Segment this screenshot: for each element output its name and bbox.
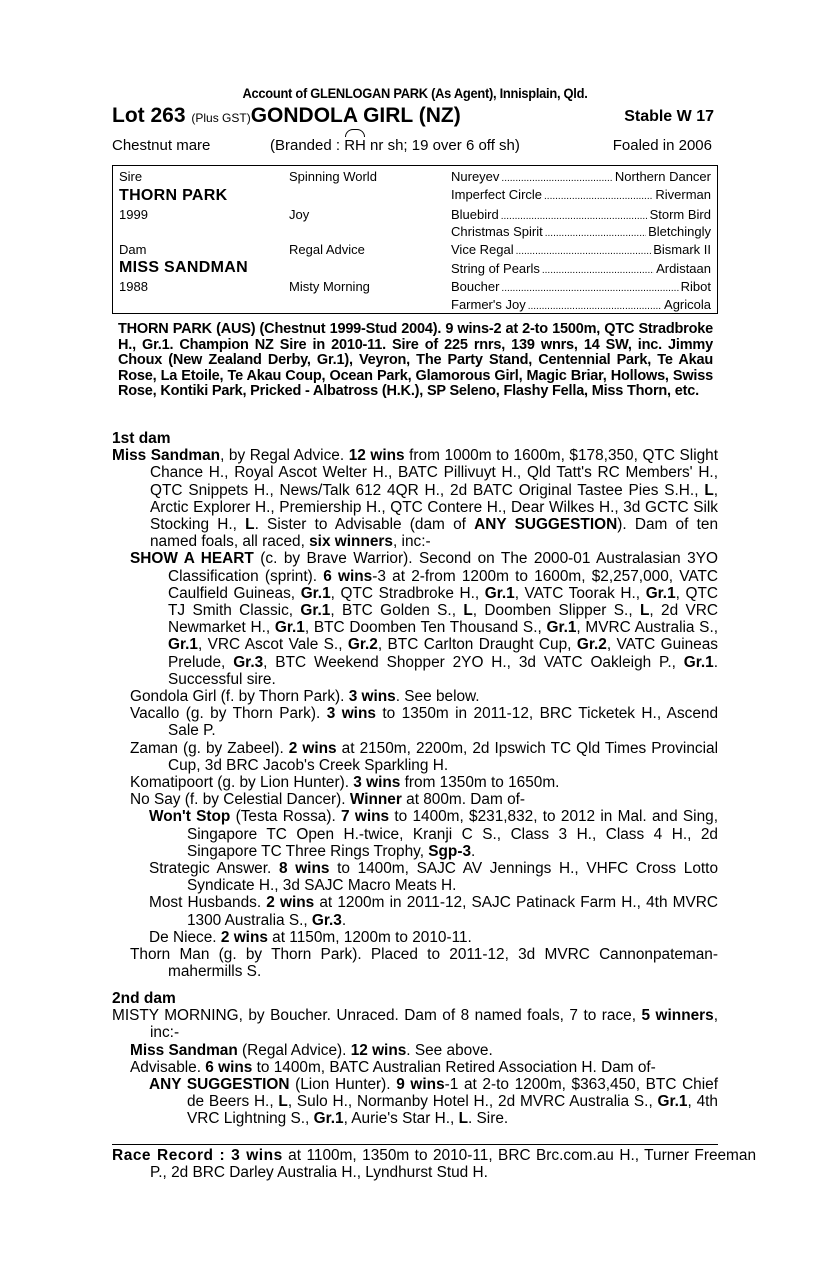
text-run: (Lion Hunter).: [289, 1076, 397, 1094]
pedigree-entry: [112, 705, 718, 739]
bold-run: 6 wins: [323, 567, 373, 585]
bold-run: 3 wins: [326, 705, 376, 723]
text-run: Zaman (g. by Zabeel).: [130, 739, 289, 757]
first-dam-entries: [112, 447, 718, 980]
pedigree-gen3-row: [451, 279, 711, 294]
text-run: -1 at 2-to 1200m, $363,450, BTC Chief de Beers H.,: [187, 1076, 719, 1111]
pedigree-gen3-row: [451, 207, 711, 222]
gen3-right: Agricola: [664, 297, 711, 312]
gen3-left: Nureyev: [451, 169, 500, 184]
text-run: , QTC TJ Smith Classic,: [168, 584, 718, 620]
text-run: Strategic Answer.: [149, 860, 279, 878]
horse-name: GONDOLA GIRL (NZ): [250, 104, 461, 127]
gen3-right: Riverman: [655, 187, 711, 202]
brand-prefix: (Branded :: [270, 137, 345, 154]
pedigree-entry: [112, 929, 718, 946]
race-record: [112, 1147, 756, 1181]
text-run: , inc:-: [150, 1007, 718, 1042]
pedigree-gen3-row: [451, 224, 711, 239]
vendor-account-line: Account of GLENLOGAN PARK (As Agent), Innisplain, Qld.: [242, 85, 588, 101]
bold-run: L: [458, 1110, 468, 1128]
text-run: , Aurie's Star H.,: [343, 1110, 459, 1128]
brand-mark-icon: [344, 137, 366, 154]
race-record-text: at 1100m, 1350m to 2010-11, BRC Brc.com.au H., Turner Freeman P., 2d BRC Darley Australia H., Lyndhurst Stud H.: [150, 1147, 757, 1182]
sire-sire: Spinning World: [289, 169, 377, 184]
text-run: Komatipoort (g. by Lion Hunter).: [130, 774, 354, 792]
bold-run: SHOW A HEART: [130, 550, 254, 568]
bold-run: Gr.1: [546, 619, 577, 637]
text-run: .: [471, 842, 476, 860]
gen3-left: String of Pearls: [451, 261, 540, 276]
bold-run: 8 wins: [278, 860, 330, 878]
pedigree-entry: [112, 808, 718, 860]
gen3-right: Ribot: [680, 279, 711, 294]
pedigree-gen3-row: [451, 242, 711, 257]
text-run: . Sister to Advisable (dam of: [254, 516, 475, 534]
brand-arc-icon: [345, 129, 365, 137]
brand-mark-letters: RH: [344, 137, 366, 154]
sire-dam: Joy: [289, 207, 310, 222]
leader-dots: [501, 207, 648, 222]
pedigree-entry: [112, 1007, 718, 1041]
pedigree-entry: [112, 688, 718, 705]
pedigree-entry: [112, 550, 718, 688]
brand-description: [270, 137, 520, 154]
bold-run: 2 wins: [220, 928, 268, 946]
pedigree-gen3-row: [451, 261, 711, 276]
dam-dam: Misty Morning: [289, 279, 370, 294]
leader-dots: [542, 261, 654, 276]
bold-run: Winner: [349, 791, 402, 809]
bold-run: Miss Sandman: [130, 1041, 238, 1059]
bold-run: 9 wins: [396, 1076, 445, 1094]
text-run: MISTY MORNING, by Boucher. Unraced. Dam of 8 named foals, 7 to race,: [112, 1007, 642, 1025]
gen3-left: Vice Regal: [451, 242, 514, 257]
text-run: to 1400m, SAJC AV Jennings H., VHFC Cross Lotto Syndicate H., 3d SAJC Macro Meats H.: [187, 860, 719, 895]
bold-run: 3 wins: [353, 774, 401, 792]
bold-run: Gr.1: [168, 636, 198, 654]
bold-run: Gr.3: [233, 653, 264, 671]
bold-run: Gr.2: [347, 636, 378, 654]
text-run: Most Husbands.: [149, 894, 267, 912]
bold-run: 12 wins: [348, 447, 405, 465]
leader-dots: [501, 169, 612, 184]
pedigree-entry: [112, 860, 718, 894]
divider-rule: [112, 1144, 718, 1145]
gen3-left: Farmer's Joy: [451, 297, 526, 312]
text-run: , Arctic Explorer H., Premiership H., QTC Contere H., Dear Wilkes H., 3d GCTC Silk Stocking H.,: [150, 481, 718, 534]
text-run: , 4th VRC Lightning S.,: [187, 1093, 718, 1128]
bold-run: 2 wins: [266, 894, 315, 912]
text-run: De Niece.: [149, 928, 221, 946]
pedigree-gen3-row: [451, 187, 711, 202]
bold-run: 5 winners: [641, 1007, 714, 1025]
bold-run: Sgp-3: [428, 842, 472, 860]
dam-year: 1988: [119, 279, 148, 294]
pedigree-entry: [112, 774, 718, 791]
text-run: , BTC Golden S.,: [330, 602, 464, 620]
text-run: , VRC Ascot Vale S.,: [197, 636, 348, 654]
bold-run: Gr.2: [576, 636, 607, 654]
bold-run: Gr.1: [657, 1093, 688, 1111]
bold-run: Gr.1: [313, 1110, 344, 1128]
sire-summary: THORN PARK (AUS) (Chestnut 1999-Stud 2004). 9 wins-2 at 2-to 1500m, QTC Stradbroke H., Gr.1. Champion NZ Sire in 2010-11. Sire of 225 rnrs, 139 wnrs, 14 SW, inc. Jimmy Choux (New Zealand Derby, Gr.1), Veyron, The Party Stand, Centennial Park, Te Akau Rose, La Etoile, Te Akau Coup, Ocean Park, Glamorous Girl, Magic Briar, Hollows, Swiss Rose, Kontiki Park, Pricked - Albatross (H.K.), SP Seleno, Flashy Fella, Miss Thorn, etc.: [118, 321, 713, 399]
lot-title-line: [112, 104, 718, 130]
bold-run: Gr.1: [300, 602, 331, 620]
text-run: (Regal Advice).: [237, 1041, 351, 1059]
text-run: , inc:-: [392, 533, 431, 551]
second-dam-entries: [112, 1007, 718, 1127]
text-run: (Testa Rossa).: [230, 808, 342, 826]
bold-run: L: [639, 602, 650, 620]
leader-dots: [516, 242, 652, 257]
bold-run: 7 wins: [341, 808, 390, 826]
bold-run: Gr.1: [300, 584, 331, 602]
text-run: , VATC Toorak H.,: [514, 584, 646, 602]
dam-label: Dam: [119, 242, 147, 257]
first-dam-heading: 1st dam: [112, 430, 171, 447]
bold-run: L: [704, 481, 714, 499]
stable-location: Stable W 17: [624, 108, 714, 125]
text-run: at 1150m, 1200m to 2010-11.: [267, 928, 472, 946]
pedigree-table: [112, 165, 718, 314]
pedigree-entry: [112, 447, 718, 550]
bold-run: Gr.3: [311, 911, 342, 929]
text-run: to 1400m, $231,832, to 2012 in Mal. and Sing, Singapore TC Open H.-twice, Kranji C S., Class 3 H., Class 4 H., 2d Singapore TC Three Rings Trophy,: [187, 808, 718, 860]
bold-run: 6 wins: [205, 1058, 253, 1076]
text-run: , by Regal Advice.: [220, 447, 349, 465]
gen3-left: Bluebird: [451, 207, 499, 222]
pedigree-entry: [112, 894, 718, 928]
leader-dots: [545, 224, 646, 239]
text-run: Thorn Man (g. by Thorn Park). Placed to 2011-12, 3d MVRC Cannonpateman-mahermills S.: [130, 946, 718, 981]
leader-dots: [544, 187, 653, 202]
bold-run: six winners: [309, 533, 393, 551]
gen3-left: Imperfect Circle: [451, 187, 543, 202]
text-run: Advisable.: [130, 1058, 206, 1076]
text-run: .: [341, 911, 347, 929]
pedigree-entry: [112, 946, 718, 980]
dam-name: MISS SANDMAN: [119, 259, 248, 276]
sire-year: 1999: [119, 207, 148, 222]
text-run: at 800m. Dam of-: [401, 791, 526, 809]
text-run: at 2150m, 2200m, 2d Ipswich TC Qld Times Provincial Cup, 3d BRC Jacob's Creek Sparkling H.: [168, 739, 718, 774]
pedigree-entry: [112, 1076, 718, 1128]
text-run: from 1000m to 1600m, $178,350, QTC Slight Chance H., Royal Ascot Welter H., BATC Pillivuyt H., Qld Tatt's RC Members' H., QTC Snippets H., News/Talk 612 4QR H., 2d BATC Original Tastee Pies S.H.,: [150, 447, 719, 499]
gen3-right: Storm Bird: [649, 207, 711, 222]
race-record-label: Race Record : 3 wins: [112, 1147, 283, 1164]
bold-run: Gr.1: [274, 619, 305, 637]
bold-run: 3 wins: [348, 688, 396, 706]
text-run: , Doomben Slipper S.,: [472, 602, 640, 620]
bold-run: ANY SUGGESTION: [149, 1076, 290, 1094]
plus-gst-note: (Plus GST): [191, 111, 251, 125]
text-run: from 1350m to 1650m.: [400, 774, 560, 792]
leader-dots: [501, 279, 678, 294]
text-run: , Sulo H., Normanby Hotel H., 2d MVRC Australia S.,: [287, 1093, 658, 1111]
bold-run: Gr.1: [683, 653, 714, 671]
text-run: Gondola Girl (f. by Thorn Park).: [130, 688, 349, 706]
sire-label: Sire: [119, 169, 143, 184]
foaled-year: Foaled in 2006: [612, 137, 712, 154]
text-run: , BTC Doomben Ten Thousand S.,: [304, 619, 547, 637]
pedigree-entry: [112, 1059, 718, 1076]
gen3-left: Boucher: [451, 279, 500, 294]
colour-sex: Chestnut mare: [112, 137, 211, 154]
text-run: Vacallo (g. by Thorn Park).: [130, 705, 327, 723]
text-run: . See above.: [406, 1041, 493, 1059]
text-run: (c. by Brave Warrior). Second on The 2000-01 Australasian 3YO Classification (sprint).: [168, 550, 718, 585]
lot-number: Lot 263: [112, 104, 186, 127]
pedigree-entry: [112, 1042, 718, 1059]
gen3-right: Ardistaan: [656, 261, 711, 276]
horse-description-line: [112, 137, 718, 157]
bold-run: 12 wins: [350, 1041, 407, 1059]
text-run: -3 at 2-from 1200m to 1600m, $2,257,000, VATC Caulfield Guineas,: [168, 567, 719, 602]
gen3-left: Christmas Spirit: [451, 224, 543, 239]
lot-heading: [112, 104, 461, 128]
text-run: , MVRC Australia S.,: [576, 619, 718, 637]
bold-run: Miss Sandman: [112, 447, 221, 465]
bold-run: Won't Stop: [149, 808, 231, 826]
text-run: , BTC Weekend Shopper 2YO H., 3d VATC Oakleigh P.,: [263, 653, 684, 671]
second-dam-section: [112, 990, 718, 1128]
text-run: . Sire.: [467, 1110, 509, 1128]
bold-run: Gr.1: [645, 584, 676, 602]
text-run: to 1400m, BATC Australian Retired Association H. Dam of-: [252, 1058, 656, 1076]
leader-dots: [528, 297, 662, 312]
bold-run: L: [278, 1093, 288, 1111]
text-run: . See below.: [395, 688, 480, 706]
sire-name: THORN PARK: [119, 187, 228, 204]
pedigree-gen3-row: [451, 169, 711, 184]
text-run: , QTC Stradbroke H.,: [330, 584, 485, 602]
pedigree-gen3-row: [451, 297, 711, 312]
bold-run: 2 wins: [288, 739, 337, 757]
bold-run: L: [245, 516, 255, 534]
text-run: , VATC Guineas Prelude,: [168, 636, 718, 671]
text-run: No Say (f. by Celestial Dancer).: [130, 791, 350, 809]
brand-suffix: nr sh; 19 over 6 off sh): [365, 137, 520, 154]
second-dam-heading: 2nd dam: [112, 990, 176, 1007]
pedigree-entry: [112, 740, 718, 774]
text-run: ). Dam of ten named foals, all raced,: [150, 516, 718, 551]
text-run: . Successful sire.: [168, 653, 718, 688]
first-dam-section: [112, 430, 718, 981]
text-run: at 1200m in 2011-12, SAJC Patinack Farm H., 4th MVRC 1300 Australia S.,: [187, 894, 719, 929]
pedigree-entry: [112, 791, 718, 808]
dam-sire: Regal Advice: [289, 242, 365, 257]
text-run: , BTC Carlton Draught Cup,: [377, 636, 577, 654]
text-run: to 1350m in 2011-12, BRC Ticketek H., Ascend Sale P.: [168, 705, 719, 740]
bold-run: Gr.1: [484, 584, 515, 602]
bold-run: L: [463, 602, 473, 620]
gen3-right: Bletchingly: [648, 224, 711, 239]
bold-run: ANY SUGGESTION: [474, 516, 618, 534]
gen3-right: Bismark II: [653, 242, 711, 257]
gen3-right: Northern Dancer: [614, 169, 711, 184]
text-run: , 2d VRC Newmarket H.,: [168, 602, 719, 637]
